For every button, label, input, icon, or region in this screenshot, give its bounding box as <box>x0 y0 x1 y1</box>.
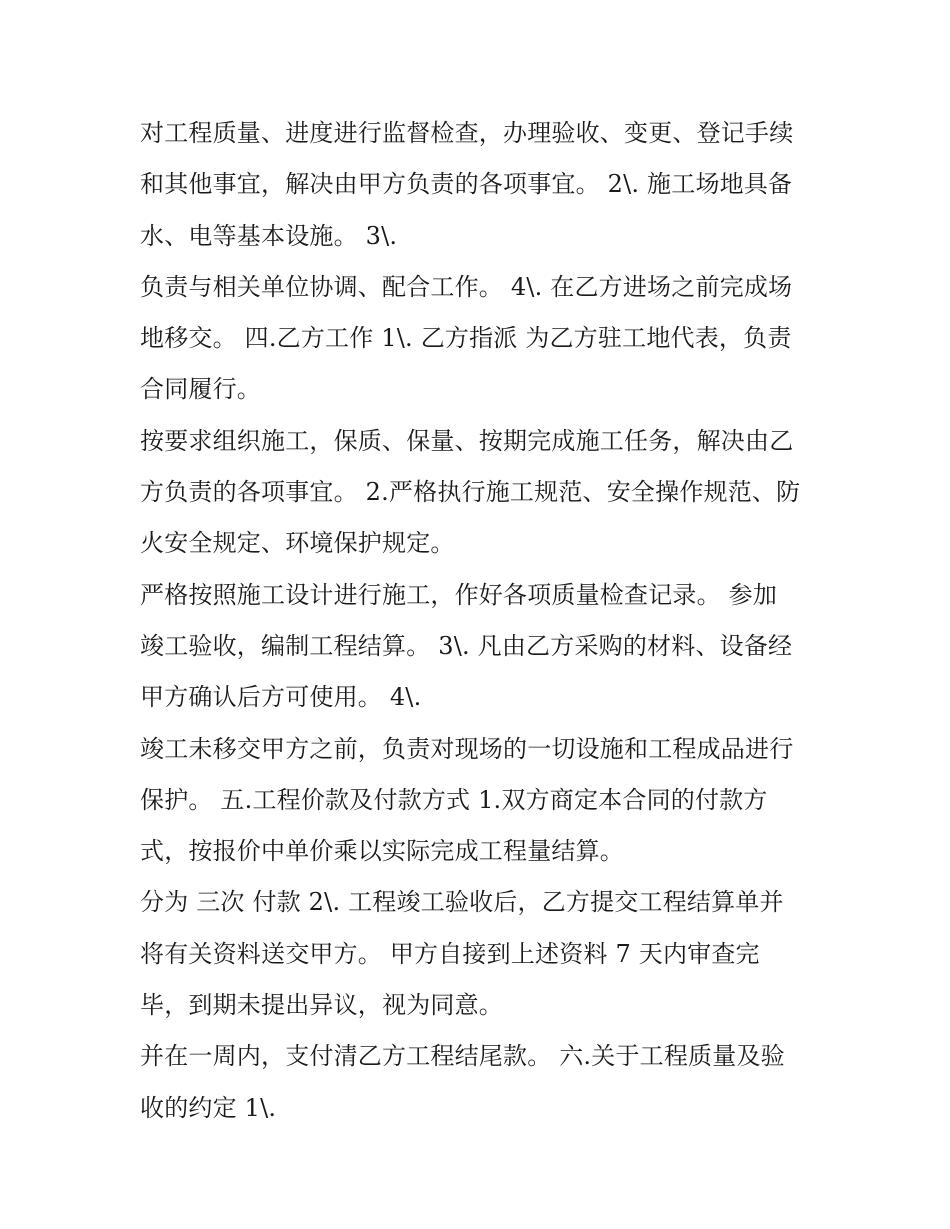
text-line: 毕，到期未提出异议，视为同意。 <box>140 991 503 1020</box>
body-text <box>140 108 840 1134</box>
text-line: 收的约定 1\. <box>140 1093 277 1122</box>
text-line: 对工程质量、进度进行监督检查，办理验收、变更、登记手续 <box>140 119 794 147</box>
text-line: 火安全规定、环境保护规定。 <box>140 529 455 558</box>
text-line: 按要求组织施工，保质、保量、按期完成施工任务，解决由乙 <box>140 426 794 455</box>
text-line: 和其他事宜，解决由甲方负责的各项事宜。 2\. 施工场地具备 <box>140 170 793 199</box>
text-line: 式，按报价中单价乘以实际完成工程量结算。 <box>140 837 624 866</box>
text-line: 水、电等基本设施。 3\. <box>140 221 398 250</box>
text-line: 将有关资料送交甲方。 甲方自接到上述资料 7 天内审查完 <box>140 939 760 968</box>
text-line: 竣工未移交甲方之前，负责对现场的一切设施和工程成品进行 <box>140 734 794 763</box>
text-line: 保护。 五.工程价款及付款方式 1.双方商定本合同的付款方 <box>140 785 768 814</box>
text-line: 地移交。 四.乙方工作 1\. 乙方指派 为乙方驻工地代表，负责 <box>140 324 792 353</box>
text-line: 严格按照施工设计进行施工，作好各项质量检查记录。 参加 <box>140 580 778 609</box>
text-line: 分为 三次 付款 2\. 工程竣工验收后，乙方提交工程结算单并 <box>140 888 784 917</box>
text-line: 并在一周内，支付清乙方工程结尾款。 六.关于工程质量及验 <box>140 1042 785 1071</box>
text-line: 方负责的各项事宜。 2.严格执行施工规范、安全操作规范、防 <box>140 478 801 507</box>
text-line: 负责与相关单位协调、配合工作。 4\. 在乙方进场之前完成场 <box>140 272 793 301</box>
text-line: 合同履行。 <box>140 375 261 404</box>
text-line: 竣工验收，编制工程结算。 3\. 凡由乙方采购的材料、设备经 <box>140 631 793 660</box>
text-line: 甲方确认后方可使用。 4\. <box>140 683 422 712</box>
